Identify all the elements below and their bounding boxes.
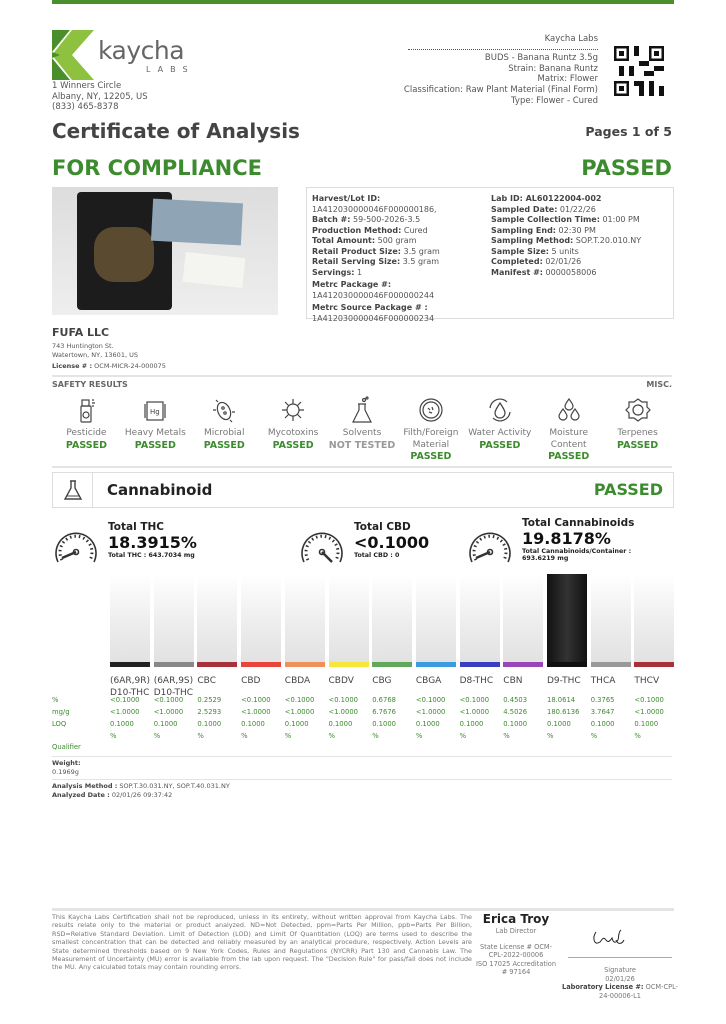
analyte-label: CBDV (328, 676, 354, 686)
color-strip (591, 662, 631, 667)
drops-icon (555, 396, 583, 424)
product-info: Kaycha Labs BUDS - Banana Runtz 3.5g Strain: Banana Runtz Matrix: Flower Classification: Raw Plant Material (Final Form) Type: Flower - Cured (403, 34, 598, 106)
detail-row: Sampling End: 02:30 PM (491, 225, 596, 235)
analyte-unit: % (241, 732, 248, 740)
flask-icon (53, 473, 93, 507)
total-block: Total CBD <0.1000 Total CBD : 0 (354, 521, 430, 559)
analyte-unit: % (590, 732, 598, 740)
analyte-mgg: <1.0000 (284, 708, 315, 716)
detail-row: 1A412030000046F000000234 (312, 313, 435, 323)
status-badge: PASSED (548, 451, 590, 462)
analyte-bar (372, 574, 412, 667)
color-strip (329, 662, 369, 667)
analyte-label: CBC (197, 676, 216, 686)
analyte-pct: <0.1000 (153, 696, 184, 704)
client-info: FUFA LLC 743 Huntington St. Watertown, NY, 13601, US License # : OCM-MICR-24-000075 (52, 326, 166, 370)
analyte-mgg: 2.5293 (197, 708, 222, 716)
detail-row: Manifest #: 0000058006 (491, 267, 597, 277)
analyte-label: CBG (372, 676, 392, 686)
analyte-bar (591, 574, 631, 667)
signature-image (590, 926, 630, 952)
status-badge: NOT TESTED (328, 439, 396, 451)
product-photo (52, 187, 278, 315)
analyte-label: (6AR,9R) D10-THC (110, 676, 150, 698)
detail-row: Lab ID: AL60122004-002 (491, 194, 602, 203)
analyte-mgg: 3.7647 (590, 708, 615, 716)
analyte-mgg: <1.0000 (634, 708, 664, 716)
safety-item-moisture: Moisture Content PASSED (534, 396, 603, 463)
safety-item-mycotoxins: Mycotoxins PASSED (259, 396, 328, 463)
detail-row: Sampling Method: SOP.T.20.010.NY (491, 236, 642, 245)
analyte-unit: % (372, 732, 379, 740)
analyte-loq: 0.1000 (241, 720, 265, 728)
safety-item-water-activity: Water Activity PASSED (465, 396, 534, 463)
detail-row: 1A412030000046F000000244 (312, 290, 435, 300)
details-left (312, 194, 440, 324)
analyte-pct: <0.1000 (634, 696, 664, 704)
detail-row: Retail Serving Size: 3.5 gram (312, 257, 440, 266)
total-block: Total Cannabinoids 19.8178% Total Cannabinoids/Container : 693.6219 mg (522, 517, 635, 562)
analyte-unit: % (415, 732, 423, 740)
detail-row: Completed: 02/01/26 (491, 257, 582, 266)
analyte-bar (110, 574, 150, 667)
color-strip (110, 662, 150, 667)
analyte-bar (416, 574, 456, 667)
detail-row: 1A412030000046F000000186, (312, 204, 437, 214)
compliance-heading: FOR COMPLIANCE (52, 156, 263, 180)
analyte-bar (329, 574, 369, 667)
detail-row: Servings: 1 (312, 267, 363, 277)
petri-dish-icon (417, 396, 445, 424)
analyte-pct: 0.6768 (372, 696, 396, 704)
status-badge: PASSED (617, 439, 659, 451)
gauge-icon (298, 522, 346, 572)
total-block: Total THC 18.3915% Total THC : 643.7034 mg (108, 521, 197, 559)
analyte-mgg: <1.0000 (153, 708, 184, 716)
analyte-loq: 0.1000 (372, 720, 396, 728)
analyte-bar (503, 574, 543, 667)
analyte-loq: 0.1000 (110, 720, 134, 728)
color-strip (372, 662, 412, 667)
analyte-label: THCA (590, 676, 616, 686)
analyte-pct: 0.4503 (503, 696, 528, 704)
analyte-unit: % (459, 732, 467, 740)
analyte-bar (154, 574, 194, 667)
sample-details-box (306, 187, 674, 323)
analyte-pct: <0.1000 (241, 696, 271, 704)
analyte-bar (634, 574, 674, 667)
analyte-unit: % (634, 732, 641, 740)
safety-item-solvents: Solvents NOT TESTED (328, 396, 397, 463)
gauge-icon (466, 522, 514, 572)
analyte-unit: % (284, 732, 292, 740)
detail-row: Sampled Date: 01/22/26 (491, 204, 596, 214)
analyte-label: (6AR,9S) D10-THC (153, 676, 194, 698)
analyte-mgg: 4.5026 (503, 708, 528, 716)
analyte-label: CBGA (415, 676, 442, 686)
analyte-unit: % (547, 732, 554, 740)
analyte-loq: 0.1000 (459, 720, 484, 728)
analyte-unit: % (503, 732, 510, 740)
status-badge: PASSED (134, 439, 176, 451)
details-right (491, 194, 641, 278)
lab-address: 1 Winners Circle Albany, NY, 12205, US (833) 465-8378 (52, 81, 148, 112)
analyte-mgg: <1.0000 (328, 708, 358, 716)
analyte-mgg: <1.0000 (110, 708, 140, 716)
status-badge: PASSED (65, 439, 107, 451)
misc-title: MISC. (646, 380, 672, 389)
analyte-mgg: <1.0000 (415, 708, 446, 716)
analyte-pct: 18.0614 (547, 696, 576, 704)
color-strip (285, 662, 325, 667)
analyte-bar (285, 574, 325, 667)
analyte-unit: % (197, 732, 204, 740)
detail-row: Retail Product Size: 3.5 gram (312, 246, 440, 256)
analyte-loq: 0.1000 (284, 720, 309, 728)
safety-item-filth-foreign: Filth/Foreign Material PASSED (396, 396, 465, 463)
disclaimer: This Kaycha Labs Certification shall not be reproduced, unless in its entirety, without written approval from Kaycha Labs. The results relate only to the material or product analyzed. ND=Not Detected, ppm=Parts Per Million, ppb=Parts Per Billion, RSD=Relative Standard Deviation. Limit of Detection (LOD) and Limit Of Quantitation (LOQ) are terms used to describe the smallest concentration that can be detected and reliably measured by an analytical procedure, respectively. Action Levels are State determined thresholds based on 9 New York Codes, Rules and Regulations (NYCRR) Part 130 and Cannabis Law. The Measurement of Uncertainty (MU) error is available from the lab upon request. The "Decision Rule" for pass/fail does not include the MU. Any calculated totals may contain rounding errors. (52, 913, 472, 972)
page-title: Certificate of Analysis (52, 119, 300, 143)
analyte-label: D9-THC (547, 676, 581, 686)
safety-results-title: SAFETY RESULTS (52, 380, 128, 389)
analyte-pct: <0.1000 (415, 696, 446, 704)
analyte-pct: 0.3765 (590, 696, 615, 704)
color-strip (416, 662, 456, 667)
analyte-loq: 0.1000 (503, 720, 528, 728)
analyte-bar (547, 574, 587, 667)
analyte-pct: 0.2529 (197, 696, 222, 704)
analyte-loq: 0.1000 (197, 720, 222, 728)
color-strip (241, 662, 281, 667)
detail-row: Metrc Source Package # : (312, 303, 428, 312)
analyte-label: THCV (634, 676, 660, 686)
page-count: Pages 1 of 5 (585, 124, 672, 139)
color-strip (634, 662, 674, 667)
kaycha-logo: kaycha LABS (52, 30, 96, 84)
safety-results (52, 396, 672, 463)
detail-row: Sample Collection Time: 01:00 PM (491, 215, 640, 224)
analyte-unit: % (328, 732, 335, 740)
analyte-loq: 0.1000 (415, 720, 440, 728)
detail-row: Harvest/Lot ID: (312, 194, 381, 203)
detail-row: Metrc Package #: (312, 280, 392, 289)
analyte-mgg: <1.0000 (459, 708, 490, 716)
analyte-mgg: 6.7676 (372, 708, 396, 716)
analyte-label: CBDA (284, 676, 311, 686)
color-strip (460, 662, 500, 667)
color-strip (547, 662, 587, 667)
color-strip (197, 662, 237, 667)
safety-item-pesticide: Pesticide PASSED (52, 396, 121, 463)
color-strip (503, 662, 543, 667)
virus-icon (279, 396, 307, 424)
detail-row: Total Amount: 500 gram (312, 236, 417, 245)
analyte-mgg: <1.0000 (241, 708, 271, 716)
color-strip (154, 662, 194, 667)
analyte-label: D8-THC (459, 676, 494, 686)
analyte-label: CBN (503, 676, 523, 686)
analyte-bar (460, 574, 500, 667)
analyte-loq: 0.1000 (328, 720, 353, 728)
analyte-pct: <0.1000 (284, 696, 315, 704)
flask-icon (348, 396, 376, 424)
top-accent-bar (52, 0, 674, 4)
analyte-loq: 0.1000 (634, 720, 659, 728)
analyte-bar (197, 574, 237, 667)
cannabinoid-header: Cannabinoid PASSED (52, 472, 674, 508)
safety-item-terpenes: Terpenes PASSED (603, 396, 672, 463)
status-badge: PASSED (203, 439, 245, 451)
analyte-loq: 0.1000 (547, 720, 571, 728)
safety-item-heavy-metals: Hg Heavy Metals PASSED (121, 396, 190, 463)
detail-row: Sample Size: 5 units (491, 246, 579, 256)
detail-row: Batch #: 59-500-2026-3.5 (312, 215, 421, 224)
status-badge: PASSED (410, 451, 452, 462)
analyte-pct: <0.1000 (110, 696, 140, 704)
analyte-pct: <0.1000 (459, 696, 490, 704)
analyte-unit: % (153, 732, 161, 740)
hg-element-icon (141, 396, 169, 424)
status-badge: PASSED (272, 439, 314, 451)
director-block: Erica Troy Lab Director State License # OCM-CPL-2022-00006 ISO 17025 Accreditation # 97164 (475, 912, 557, 976)
gauge-icon (52, 522, 100, 572)
analyte-loq: 0.1000 (590, 720, 615, 728)
analyte-loq: 0.1000 (153, 720, 178, 728)
analyte-label: CBD (241, 676, 261, 686)
analyte-unit: % (110, 732, 117, 740)
water-drop-cycle-icon (486, 396, 514, 424)
spray-bottle-icon (72, 396, 100, 424)
terpene-ring-icon (624, 396, 652, 424)
safety-item-microbial: Microbial PASSED (190, 396, 259, 463)
analyte-bar (241, 574, 281, 667)
analyte-pct: <0.1000 (328, 696, 358, 704)
qr-code-icon[interactable] (614, 46, 664, 96)
signature-block: Signature 02/01/26 Laboratory License #: OCM-CPL-24-00006-L1 (562, 966, 679, 1000)
cannabinoid-status: PASSED (593, 480, 663, 499)
status-badge: PASSED (479, 439, 521, 451)
analyte-mgg: 180.6136 (547, 708, 580, 716)
svg-text:Hg: Hg (150, 408, 161, 416)
detail-row: Production Method: Cured (312, 225, 428, 235)
bacteria-icon (210, 396, 238, 424)
overall-status: PASSED (581, 156, 672, 180)
